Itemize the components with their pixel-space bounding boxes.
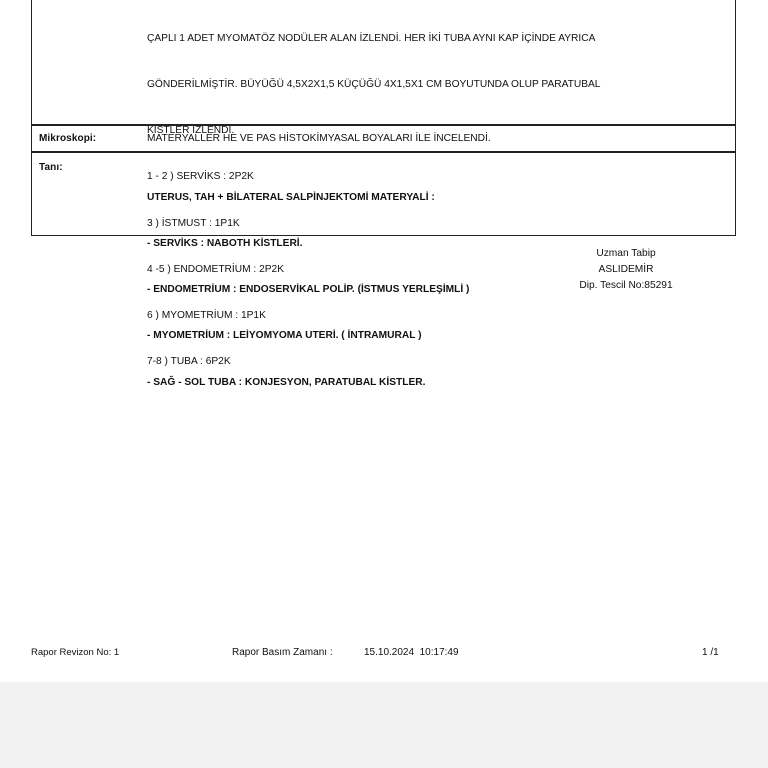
makroskopi-line: 4 -5 ) ENDOMETRİUM : 2P2K bbox=[147, 263, 284, 275]
tani-line: - MYOMETRİUM : LEİYOMYOMA UTERİ. ( İNTRAMURAL ) bbox=[147, 330, 422, 342]
tani-label: Tanı: bbox=[39, 162, 63, 173]
tani-text bbox=[147, 159, 469, 421]
tani-line: - ENDOMETRİUM : ENDOSERVİKAL POLİP. (İSTMUS YERLEŞİMLİ ) bbox=[147, 284, 470, 296]
signature-name: ASLIDEMİR bbox=[598, 264, 654, 275]
makroskopi-line: 3 ) İSTMUST : 1P1K bbox=[147, 217, 240, 229]
makroskopi-line: ÇAPLI 1 ADET MYOMATÖZ NODÜLER ALAN İZLENDİ. HER İKİ TUBA AYNI KAP İÇİNDE AYRICA bbox=[147, 32, 596, 44]
mikroskopi-label: Mikroskopi: bbox=[39, 133, 97, 144]
tani-line: - SERVİKS : NABOTH KİSTLERİ. bbox=[147, 238, 303, 250]
makroskopi-line: 1 - 2 ) SERVİKS : 2P2K bbox=[147, 171, 254, 183]
makroskopi-line: KİSTLER İZLENDİ. bbox=[147, 125, 235, 137]
mikroskopi-text: MATERYALLER HE VE PAS HİSTOKİMYASAL BOYALARI İLE İNCELENDİ. bbox=[147, 133, 491, 144]
tani-line: UTERUS, TAH + BİLATERAL SALPİNJEKTOMİ MATERYALİ : bbox=[147, 191, 435, 203]
row-divider bbox=[32, 124, 735, 126]
makroskopi-line: 7-8 ) TUBA : 6P2K bbox=[147, 356, 231, 368]
footer-print-time-value: 15.10.2024 10:17:49 bbox=[364, 647, 459, 658]
signature-title: Uzman Tabip bbox=[596, 248, 656, 259]
viewer-background bbox=[0, 682, 768, 768]
signature-block bbox=[560, 246, 692, 294]
footer-print-time-label: Rapor Basım Zamanı : bbox=[232, 647, 333, 658]
tani-line: - SAĞ - SOL TUBA : KONJESYON, PARATUBAL KİSTLER. bbox=[147, 376, 426, 388]
footer-revision: Rapor Revizon No: 1 bbox=[31, 647, 120, 658]
row-divider bbox=[32, 151, 735, 153]
makroskopi-line: 6 ) MYOMETRİUM : 1P1K bbox=[147, 310, 266, 322]
signature-registry: Dip. Tescil No:85291 bbox=[579, 280, 673, 291]
makroskopi-line: GÖNDERİLMİŞTİR. BÜYÜĞÜ 4,5X2X1,5 KÜÇÜĞÜ 4X1,5X1 CM BOYUTUNDA OLUP PARATUBAL bbox=[147, 79, 601, 91]
footer-page-number: 1 /1 bbox=[702, 647, 719, 658]
